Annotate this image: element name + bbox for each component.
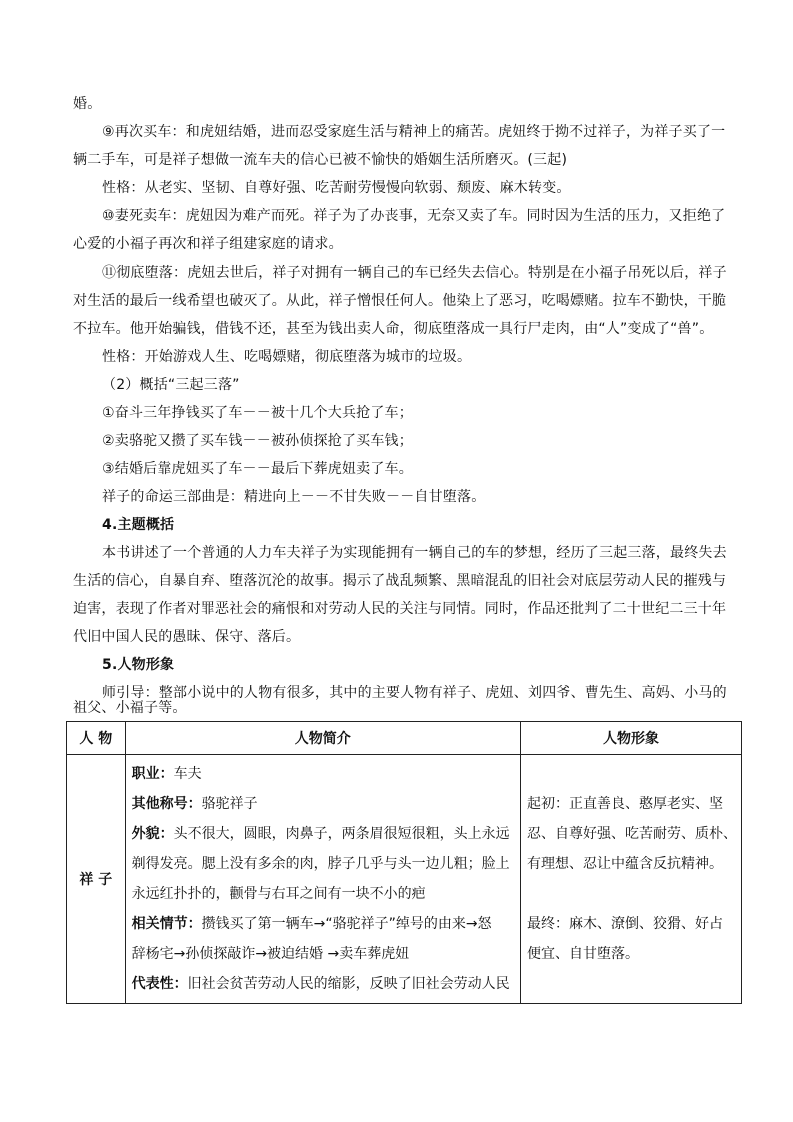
paragraph-line: 辆二手车，可是祥子想做一流车夫的信心已被不愉快的婚姻生活所磨灭。(三起): [73, 152, 568, 168]
paragraph-line: 迫害，表现了作者对罪恶社会的痛恨和对劳动人民的关注与同情。同时，作品还批判了二十世纪二三十年: [73, 601, 727, 617]
paragraph-line: 性格：开始游戏人生、吃喝嫖赌，彻底堕落为城市的垃圾。: [102, 349, 472, 365]
section-heading: 4.主题概括: [102, 517, 175, 533]
character-name: 祥 子: [67, 755, 126, 1004]
character-image: [520, 755, 741, 1004]
paragraph-line: 祥子的命运三部曲是：精进向上－－不甘失败－－自甘堕落。: [102, 489, 486, 505]
paragraph-line: ⑪彻底堕落：虎妞去世后，祥子对拥有一辆自己的车已经失去信心。特别是在小福子吊死以后，祥子: [102, 265, 727, 281]
paragraph-line: 心爱的小福子再次和祥子组建家庭的请求。: [73, 236, 343, 252]
image-line: 便宜、自甘堕落。: [526, 946, 639, 962]
intro-line: 辞杨宅→孙侦探敲诈→被迫结婚 →卖车葬虎妞: [131, 946, 410, 962]
image-line: 有理想、忍让中蕴含反抗精神。: [526, 856, 723, 872]
paragraph-line: 对生活的最后一线希望也破灭了。从此，祥子憎恨任何人。他染上了恶习，吃喝嫖赌。拉车不勤快，干脆: [73, 293, 727, 309]
paragraph-line: 祖父、小福子等。: [73, 700, 187, 716]
intro-line: 外貌：头不很大，圆眼，肉鼻子，两条眉很短很粗，头上永远: [131, 826, 510, 842]
paragraph-line: ②卖骆驼又攒了买车钱－－被孙侦探抢了买车钱；: [102, 433, 413, 449]
table-header: 人物形象: [520, 722, 741, 755]
table-row: [67, 755, 742, 1004]
character-table: [66, 721, 742, 1004]
paragraph-line: （2）概括“三起三落”: [102, 377, 240, 393]
intro-line: 职业：车夫: [131, 766, 202, 782]
paragraph-line: ①奋斗三年挣钱买了车－－被十几个大兵抢了车；: [102, 405, 413, 421]
table-header-row: [67, 722, 742, 755]
paragraph-line: ⑩妻死卖车：虎妞因为难产而死。祥子为了办丧事，无奈又卖了车。同时因为生活的压力，又拒绝了: [102, 208, 726, 224]
intro-line: 其他称号：骆驼祥子: [131, 796, 258, 812]
table-header: 人物简介: [125, 722, 520, 755]
paragraph-line: 本书讲述了一个普通的人力车夫祥子为实现能拥有一辆自己的车的梦想，经历了三起三落，最终失去: [102, 545, 727, 561]
image-line: 起初：正直善良、憨厚老实、坚: [526, 796, 723, 812]
intro-line: 剃得发亮。腮上没有多余的肉，脖子几乎与头一边儿粗；脸上: [131, 856, 510, 872]
intro-line: 相关情节：攒钱买了第一辆车→“骆驼祥子”绰号的由来→怒: [131, 916, 492, 932]
paragraph-line: ⑨再次买车：和虎妞结婚，进而忍受家庭生活与精神上的痛苦。虎妞终于拗不过祥子，为祥子买了一: [102, 124, 726, 140]
paragraph-line: 婚。: [73, 96, 102, 112]
character-intro: [125, 755, 520, 1004]
image-line: 忍、自尊好强、吃苦耐劳、质朴、: [526, 826, 737, 842]
image-line: [527, 879, 737, 909]
paragraph-line: 生活的信心，自暴自弃、堕落沉沦的故事。揭示了战乱频繁、黑暗混乱的旧社会对底层劳动人民的摧残与: [73, 573, 727, 589]
paragraph-line: 代旧中国人民的愚昧、保守、落后。: [73, 629, 301, 645]
section-heading: 5.人物形象: [102, 657, 175, 673]
paragraph-line: 性格：从老实、坚韧、自尊好强、吃苦耐劳慢慢向软弱、颓废、麻木转变。: [102, 180, 571, 196]
paragraph-line: 不拉车。他开始骗钱，借钱不还，甚至为钱出卖人命，彻底堕落成一具行尸走肉，由“人”变成了“兽”。: [73, 321, 714, 337]
paragraph-line: 师引导：整部小说中的人物有很多，其中的主要人物有祥子、虎妞、刘四爷、曹先生、高妈、小马的: [102, 685, 727, 701]
table-header: 人 物: [67, 722, 126, 755]
intro-line: 永远红扑扑的，颧骨与右耳之间有一块不小的疤: [131, 886, 426, 902]
image-line: 最终：麻木、潦倒、狡猾、好占: [526, 916, 723, 932]
paragraph-line: ③结婚后靠虎妞买了车－－最后下葬虎妞卖了车。: [102, 461, 413, 477]
intro-line: 代表性：旧社会贫苦劳动人民的缩影，反映了旧社会劳动人民: [131, 976, 510, 992]
